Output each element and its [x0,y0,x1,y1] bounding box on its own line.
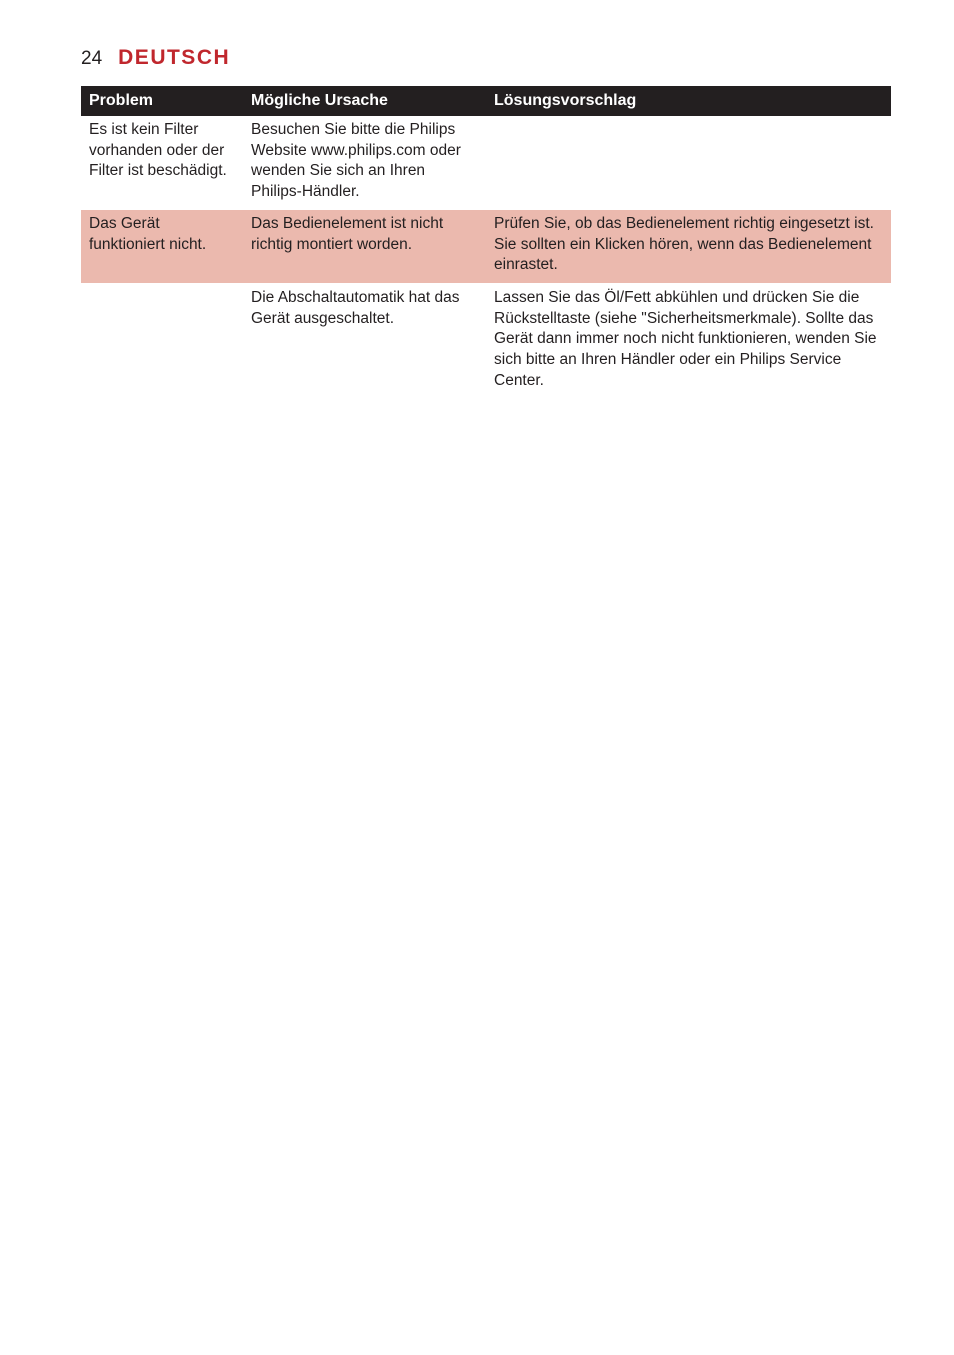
page-number: 24 [81,48,103,69]
solution-cell: Prüfen Sie, ob das Bedienelement richtig eingesetzt ist. Sie sollten ein Klicken hören, wenn das Bedienelement einrastet. [486,210,891,283]
column-header-solution: Lösungsvorschlag [486,86,891,116]
problem-cell: Es ist kein Filter vorhanden oder der Filter ist beschädigt. [89,121,227,180]
table-row [81,283,891,399]
solution-cell [486,116,891,210]
table-row [81,116,891,210]
column-header-cause: Mögliche Ursache [243,86,486,116]
cause-cell: Besuchen Sie bitte die Philips Website www.philips.com oder wenden Sie sich an Ihren Philips-Händler. [251,121,461,201]
table-row [81,210,891,283]
page-header [81,46,230,76]
column-header-problem: Problem [81,86,243,116]
section-title: DEUTSCH [118,46,231,69]
problem-cell: Das Gerät funktioniert nicht. [81,210,243,283]
troubleshooting-table [81,86,891,398]
cause-cell: Die Abschaltautomatik hat das Gerät ausgeschaltet. [251,288,460,327]
problem-cell [81,283,243,399]
table-header-row [81,86,891,116]
cause-cell: Das Bedienelement ist nicht richtig montiert worden. [243,210,486,283]
solution-cell: Lassen Sie das Öl/Fett abkühlen und drücken Sie die Rückstelltaste (siehe "Sicherheitsmerkmale). Sollte das Gerät dann immer noch nicht funktionieren, wenden Sie sich bitte an Ihren Händler oder ein Philips Service Center. [494,288,877,389]
